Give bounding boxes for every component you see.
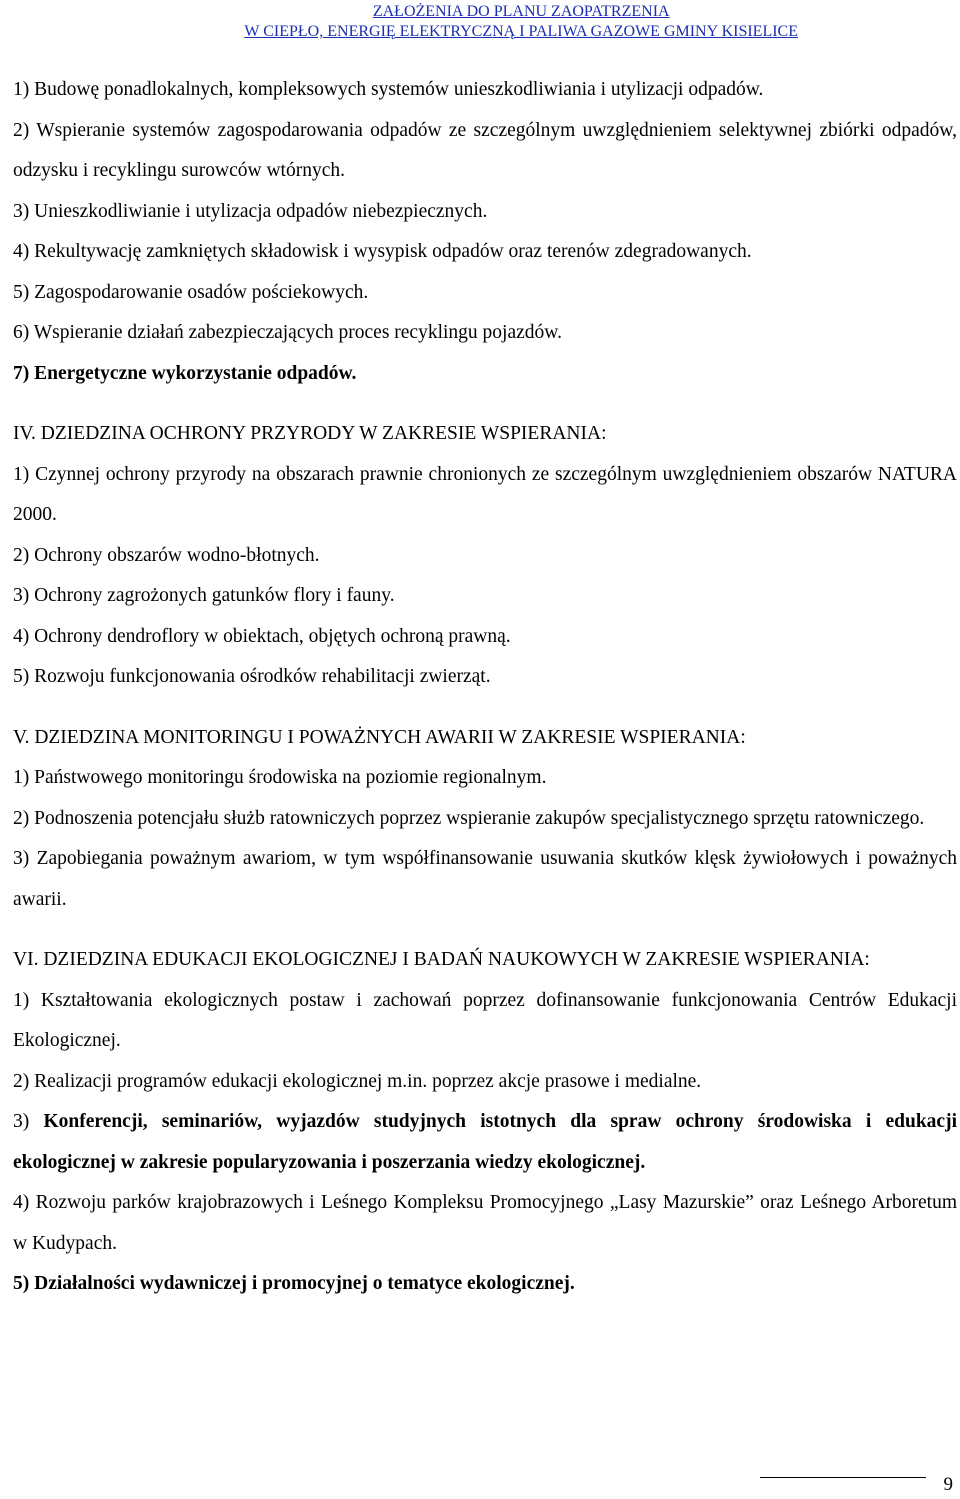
list-item: 1) Budowę ponadlokalnych, kompleksowych systemów unieszkodliwiania i utylizacji odpadów.	[13, 79, 764, 100]
list-item: 4) Ochrony dendroflory w obiektach, objętych ochroną prawną.	[13, 625, 511, 647]
document-body	[13, 70, 957, 1305]
list-item: 2) Ochrony obszarów wodno-błotnych.	[13, 544, 320, 566]
list-item: 3) Zapobiegania poważnym awariom, w tym współfinansowanie usuwania skutków klęsk żywiołowych i poważnych awarii.	[13, 848, 957, 910]
list-item-text: Konferencji, seminariów, wyjazdów studyjnych istotnych dla spraw ochrony środowiska i edukacji ekologicznej w zakresie popularyzowania i poszerzania wiedzy ekologicznej.	[13, 1111, 957, 1173]
header-line-1: ZAŁOŻENIA DO PLANU ZAOPATRZENIA	[372, 3, 670, 20]
list-item: 3) Ochrony zagrożonych gatunków flory i fauny.	[13, 585, 395, 606]
list-item: 2) Podnoszenia potencjału służb ratowniczych poprzez wspieranie zakupów specjalistycznego sprzętu ratowniczego.	[13, 807, 925, 829]
section-heading: IV. DZIEDZINA OCHRONY PRZYRODY W ZAKRESIE WSPIERANIA:	[13, 423, 607, 444]
list-item: 3) Unieszkodliwianie i utylizacja odpadów niebezpiecznych.	[13, 200, 488, 222]
list-item-number: 3)	[13, 1111, 44, 1132]
list-item: 1) Kształtowania ekologicznych postaw i zachowań poprzez dofinansowanie funkcjonowania Centrów Edukacji Ekologicznej.	[13, 989, 957, 1051]
section-heading: V. DZIEDZINA MONITORINGU I POWAŻNYCH AWARII W ZAKRESIE WSPIERANIA:	[13, 726, 746, 748]
list-item: 5) Działalności wydawniczej i promocyjnej o tematyce ekologicznej.	[13, 1273, 575, 1294]
list-item: 5) Rozwoju funkcjonowania ośrodków rehabilitacji zwierząt.	[13, 666, 491, 687]
list-item	[13, 1102, 957, 1183]
section-heading: VI. DZIEDZINA EDUKACJI EKOLOGICZNEJ I BADAŃ NAUKOWYCH W ZAKRESIE WSPIERANIA:	[13, 949, 870, 970]
list-item: 2) Wspieranie systemów zagospodarowania odpadów ze szczególnym uwzględnieniem selektywnej zbiórki odpadów, odzysku i recyklingu surowców wtórnych.	[13, 119, 957, 181]
list-item: 6) Wspieranie działań zabezpieczających proces recyklingu pojazdów.	[13, 322, 562, 343]
header-line-2: W CIEPŁO, ENERGIĘ ELEKTRYCZNĄ I PALIWA GAZOWE GMINY KISIELICE	[244, 23, 798, 40]
page-number: 9	[943, 1474, 953, 1495]
document-header	[244, 2, 798, 42]
list-item: 1) Czynnej ochrony przyrody na obszarach prawnie chronionych ze szczególnym uwzględnieniem obszarów NATURA 2000.	[13, 463, 957, 525]
list-item: 7) Energetyczne wykorzystanie odpadów.	[13, 362, 357, 384]
list-item: 4) Rozwoju parków krajobrazowych i Leśnego Kompleksu Promocyjnego „Lasy Mazurskie” oraz Leśnego Arboretum w Kudypach.	[13, 1192, 957, 1254]
list-item: 4) Rekultywację zamkniętych składowisk i wysypisk odpadów oraz terenów zdegradowanych.	[13, 241, 752, 262]
list-item: 5) Zagospodarowanie osadów pościekowych.	[13, 281, 369, 303]
list-item: 2) Realizacji programów edukacji ekologicznej m.in. poprzez akcje prasowe i medialne.	[13, 1070, 702, 1092]
footer-rule	[760, 1477, 926, 1478]
list-item: 1) Państwowego monitoringu środowiska na poziomie regionalnym.	[13, 767, 547, 788]
